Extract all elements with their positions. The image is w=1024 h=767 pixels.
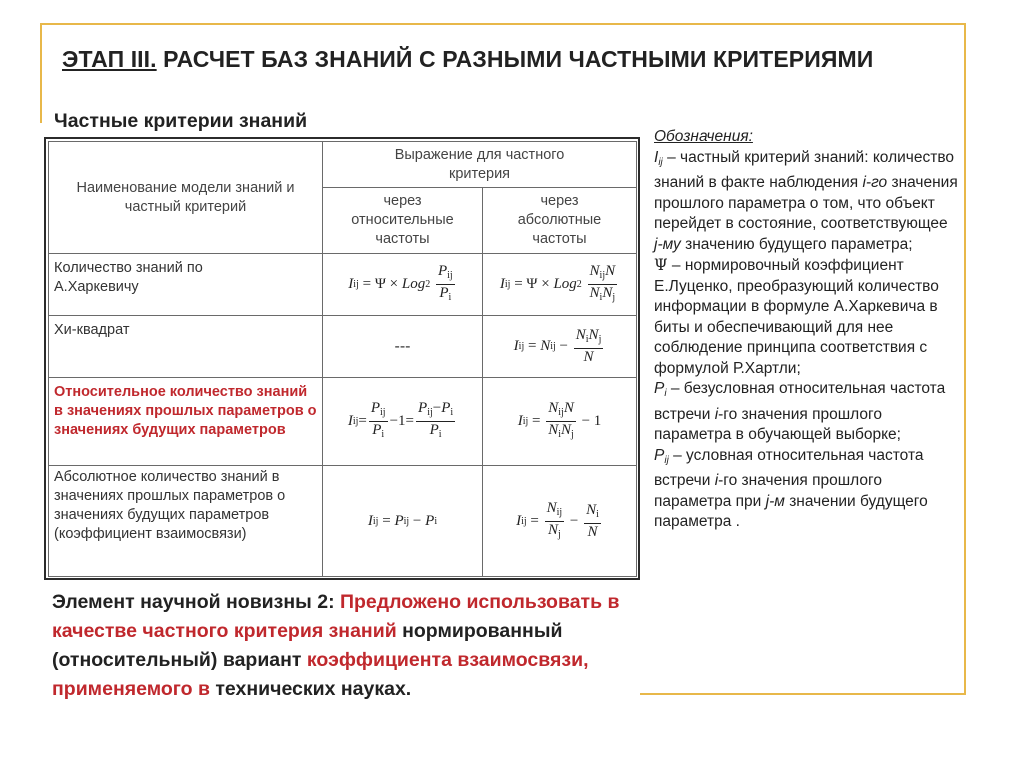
header-name-col: Наименование модели знаний и частный критерий [49,142,323,254]
novelty-highlight-2: коэффициента взаимосвязи, применяемого в [52,649,589,700]
table-caption: Частные критерии знаний [54,110,308,132]
table-row [49,316,637,378]
formula-relative-abs: I ij = $\frac{N_{ij}N}{N_iN_j}$ − 1 [483,378,637,466]
table-row [49,254,637,316]
frame-right-line [964,23,966,695]
row-name: Хи-квадрат [49,316,323,378]
notation-pij: $P_{ij}$ – условная относительная частота встречи i-го значения прошлого параметра при j-м значении будущего параметра . [654,446,928,530]
formula-harkevich-abs: I ij = Ψ × Log 2 $\frac{N_{ij}N}{N_iN_j}$ [483,254,637,316]
stage-label: ЭТАП III. [62,46,157,72]
header-abs-col: через абсолютные частоты [483,188,637,254]
row-name: Относительное количество знаний в значениях прошлых параметров о значениях будущих параметров [49,378,323,466]
slide-title [62,46,873,73]
notation-heading: Обозначения: [654,128,753,145]
criteria-table [48,141,637,577]
novelty-lead: Элемент научной новизны 2 [52,591,329,613]
novelty-statement: Элемент научной новизны 2: Предложено использовать в качестве частного критерия знаний нормированный (относительный) вариант коэффициента взаимосвязи, применяемого в технических науках. [52,591,620,700]
formula-relative-rel: I ij = $\frac{P_{ij}}{P_i}$ −1= $\frac{P_{ij}-P_i}{P_i}$ [323,378,483,466]
header-rel-col: через относительные частоты [323,188,483,254]
table-row [49,378,637,466]
formula-absolute-rel: I ij = P ij − P i [323,466,483,577]
table-row [49,466,637,577]
row-name: Количество знаний по А.Харкевичу [49,254,323,316]
title-text: РАСЧЕТ БАЗ ЗНАНИЙ С РАЗНЫМИ ЧАСТНЫМИ КРИТЕРИЯМИ [156,46,874,72]
notation-pi: $P_i$ – безусловная относительная частота встречи i-го значения прошлого параметра в обучающей выборке; [654,380,946,443]
novelty-highlight: Предложено использовать в качестве частного критерия знаний [52,591,620,642]
frame-left-line [40,23,42,123]
formula-chi-rel: --- [323,316,483,378]
frame-top-line [40,23,966,25]
formula-harkevich-rel: I ij = Ψ × Log 2 $\frac{P_{ij}}{P_i}$ [323,254,483,316]
row-name: Абсолютное количество знаний в значениях прошлых параметров о значениях будущих параметров (коэффициент взаимосвязи) [49,466,323,577]
formula-chi-abs: I ij = N ij − $\frac{N_iN_j}{N}$ [483,316,637,378]
header-expr-col: Выражение для частного критерия [323,142,637,188]
frame-bottom-line [640,693,966,695]
notation-psi: Ψ – нормировочный коэффициент Е.Луценко, преобразующий количество информации в формуле А.Харкевича в биты и обеспечивающий для нее соблюдение принципа соответствия с формулой Р.Хартли; [654,256,939,377]
notation-iij: $I_{ij}$ – частный критерий знаний: количество знаний в факте наблюдения i-го значения прошлого параметра о том, что объект перейдет в состояние, соответствующее j-му значению будущего параметра; [654,148,958,253]
notation-panel [654,127,959,533]
formula-absolute-abs: I ij = $\frac{N_{ij}}{N_j}$ − $\frac{N_i}{N}$ [483,466,637,577]
